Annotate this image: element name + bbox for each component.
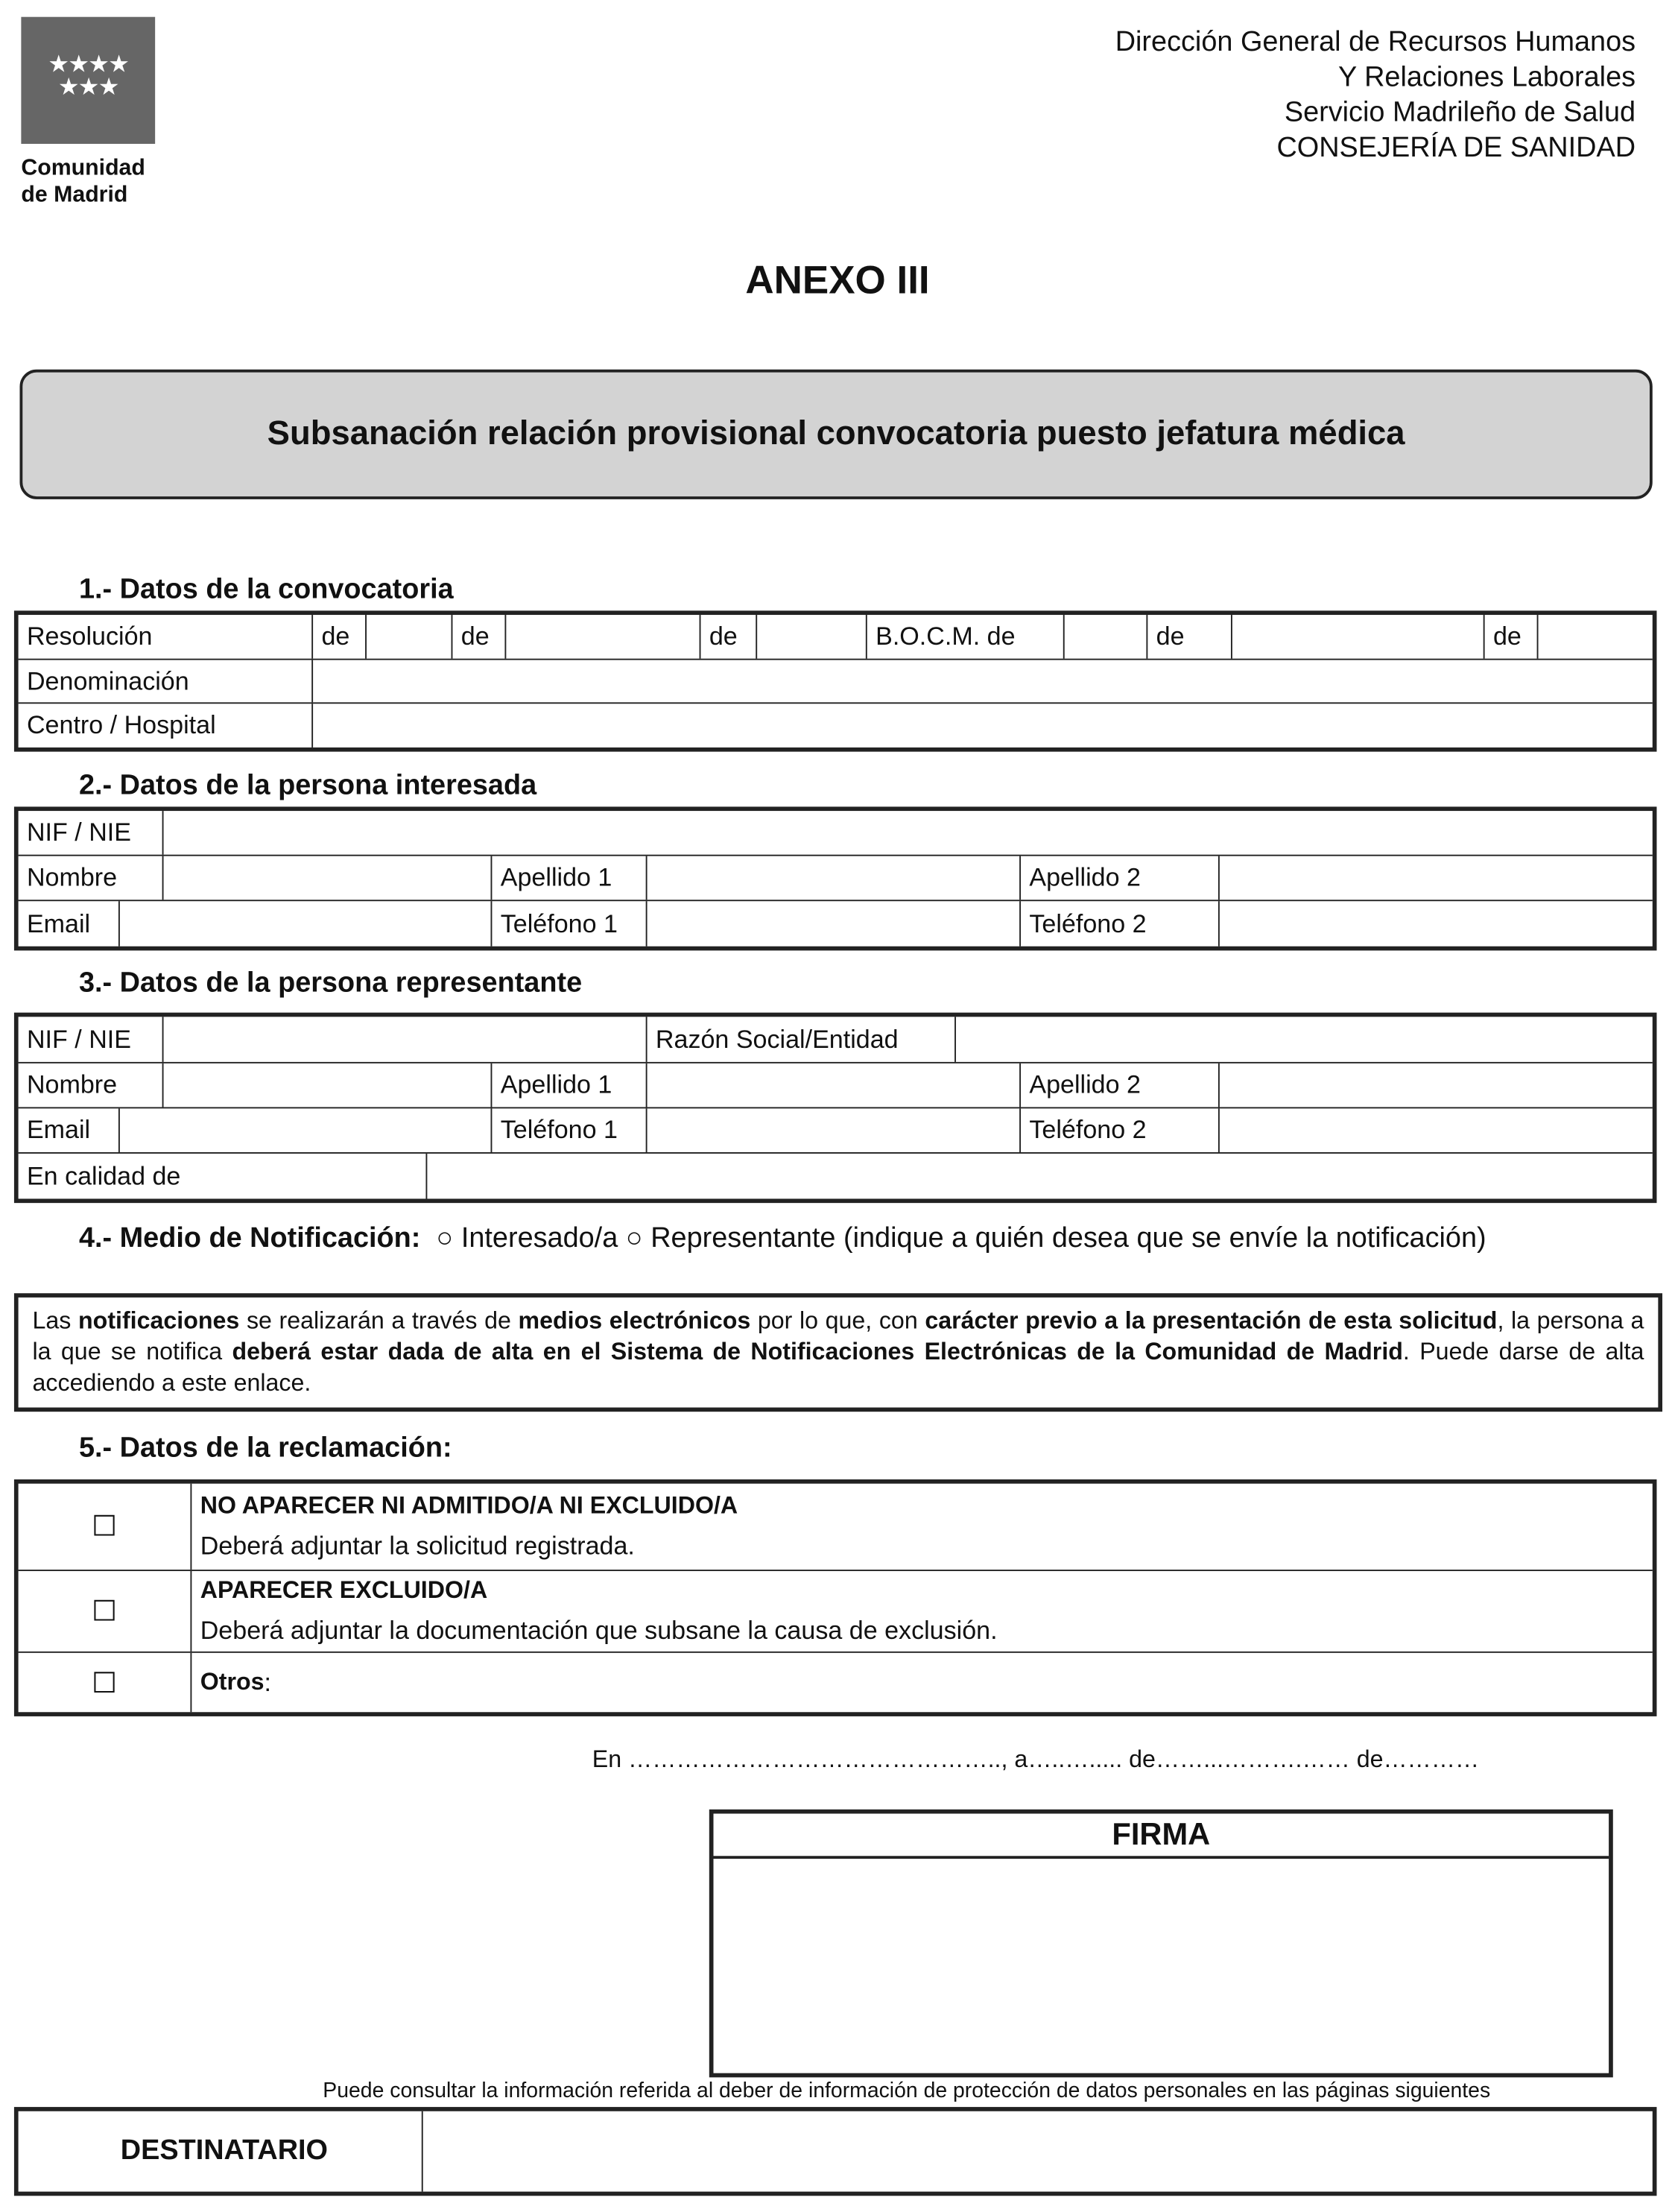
label: Apellido 2 [1021,856,1220,900]
destinatario-table [14,2107,1657,2196]
label: Razón Social/Entidad [647,1017,956,1062]
section-3-heading: 3.- Datos de la persona representante [78,967,583,999]
bocm-day-field[interactable] [1065,615,1148,659]
signature-box[interactable] [709,1810,1613,2078]
radio-label: Interesado/a [460,1222,618,1254]
label: Email [19,901,120,947]
label: B.O.C.M. de [867,615,1065,659]
email-field[interactable] [120,1108,493,1152]
otros-field[interactable]: Otros : [200,1667,272,1696]
label: de [1485,615,1539,659]
section-5-heading: 5.- Datos de la reclamación: [78,1432,452,1464]
apellido2-field[interactable] [1220,1064,1653,1107]
checkbox[interactable]: ☐ [19,1484,192,1570]
representante-table [14,1013,1657,1203]
year-field[interactable] [757,615,867,659]
bocm-year-field[interactable] [1538,615,1652,659]
label: NIF / NIE [19,1017,164,1062]
option: APARECER EXCLUIDO/A Deberá adjuntar la documentación que subsane la causa de exclusión. [200,1576,998,1645]
calidad-field[interactable] [427,1154,1652,1199]
apellido2-field[interactable] [1220,856,1653,900]
centro-field[interactable] [313,704,1653,748]
privacy-note: Puede consultar la información referida al deber de información de protección de datos personales en las páginas siguientes [323,2079,1491,2103]
apellido1-field[interactable] [647,856,1021,900]
telefono1-field[interactable] [647,1108,1021,1152]
interesado-table [14,806,1657,950]
reclamacion-table [14,1479,1657,1716]
label: Resolución [19,615,313,659]
label: de [452,615,506,659]
denominacion-field[interactable] [313,660,1653,703]
bocm-month-field[interactable] [1232,615,1485,659]
label: Centro / Hospital [19,704,313,748]
convocatoria-table [14,610,1657,751]
telefono2-field[interactable] [1220,901,1653,947]
label: Teléfono 1 [492,901,647,947]
label: Nombre [19,1064,164,1107]
annex-title: ANEXO III [745,258,930,302]
destinatario-field[interactable] [423,2111,1653,2192]
label: Nombre [19,856,164,900]
radio-label: Representante (indique a quién desea que se envíe la notificación) [650,1222,1486,1254]
day-field[interactable] [367,615,452,659]
nif-field[interactable] [164,1017,647,1062]
label: de [700,615,757,659]
nombre-field[interactable] [164,1064,493,1107]
logo-text: Comunidad de Madrid [21,157,145,208]
checkbox[interactable]: ☐ [19,1571,192,1652]
month-field[interactable] [506,615,700,659]
label: Denominación [19,660,313,703]
section-4 [79,1220,1574,1257]
label: Apellido 2 [1021,1064,1220,1107]
header-organization: Dirección General de Recursos Humanos Y Relaciones Laborales Servicio Madrileño de Salud CONSEJERÍA DE SANIDAD [1115,26,1636,164]
section-2-heading: 2.- Datos de la persona interesada [78,770,537,801]
label: NIF / NIE [19,811,164,855]
option: NO APARECER NI ADMITIDO/A NI EXCLUIDO/A Deberá adjuntar la solicitud registrada. [200,1492,738,1560]
label: de [1147,615,1232,659]
label: Apellido 1 [492,856,647,900]
apellido1-field[interactable] [647,1064,1021,1107]
radio-representante[interactable]: ○ [625,1222,643,1254]
label: Teléfono 2 [1021,1108,1220,1152]
label: En calidad de [19,1154,428,1199]
telefono1-field[interactable] [647,901,1021,947]
form-title: Subsanación relación provisional convocatoria puesto jefatura médica [19,370,1652,499]
label: Teléfono 1 [492,1108,647,1152]
radio-interesado[interactable]: ○ [436,1222,454,1254]
nif-field[interactable] [164,811,1653,855]
section-1-heading: 1.- Datos de la convocatoria [78,574,454,605]
place-date-line[interactable]: En ……………………………………….., a…..…..... de……...……….…… de………… [592,1745,1480,1773]
razon-social-field[interactable] [956,1017,1653,1062]
telefono2-field[interactable] [1220,1108,1653,1152]
notification-notice: Las notificaciones se realizarán a través de medios electrónicos por lo que, con carácter previo a la presentación de esta solicitud, la persona a la que se notifica deberá estar dada de alta en el Sistema de Notificaciones Electrónicas de la Comunidad de Madrid. Puede darse de alta accediendo a este enlace. [14,1293,1662,1412]
label: DESTINATARIO [19,2111,423,2192]
label: Email [19,1108,120,1152]
nombre-field[interactable] [164,856,493,900]
label: de [313,615,367,659]
label: Teléfono 2 [1021,901,1220,947]
label: Apellido 1 [492,1064,647,1107]
signature-heading: FIRMA [714,1813,1609,1859]
stars-icon: ★★★★ ★★★ [48,51,129,101]
section-4-heading: 4.- Medio de Notificación: [78,1222,421,1254]
checkbox[interactable]: ☐ [19,1653,192,1712]
email-field[interactable] [120,901,493,947]
